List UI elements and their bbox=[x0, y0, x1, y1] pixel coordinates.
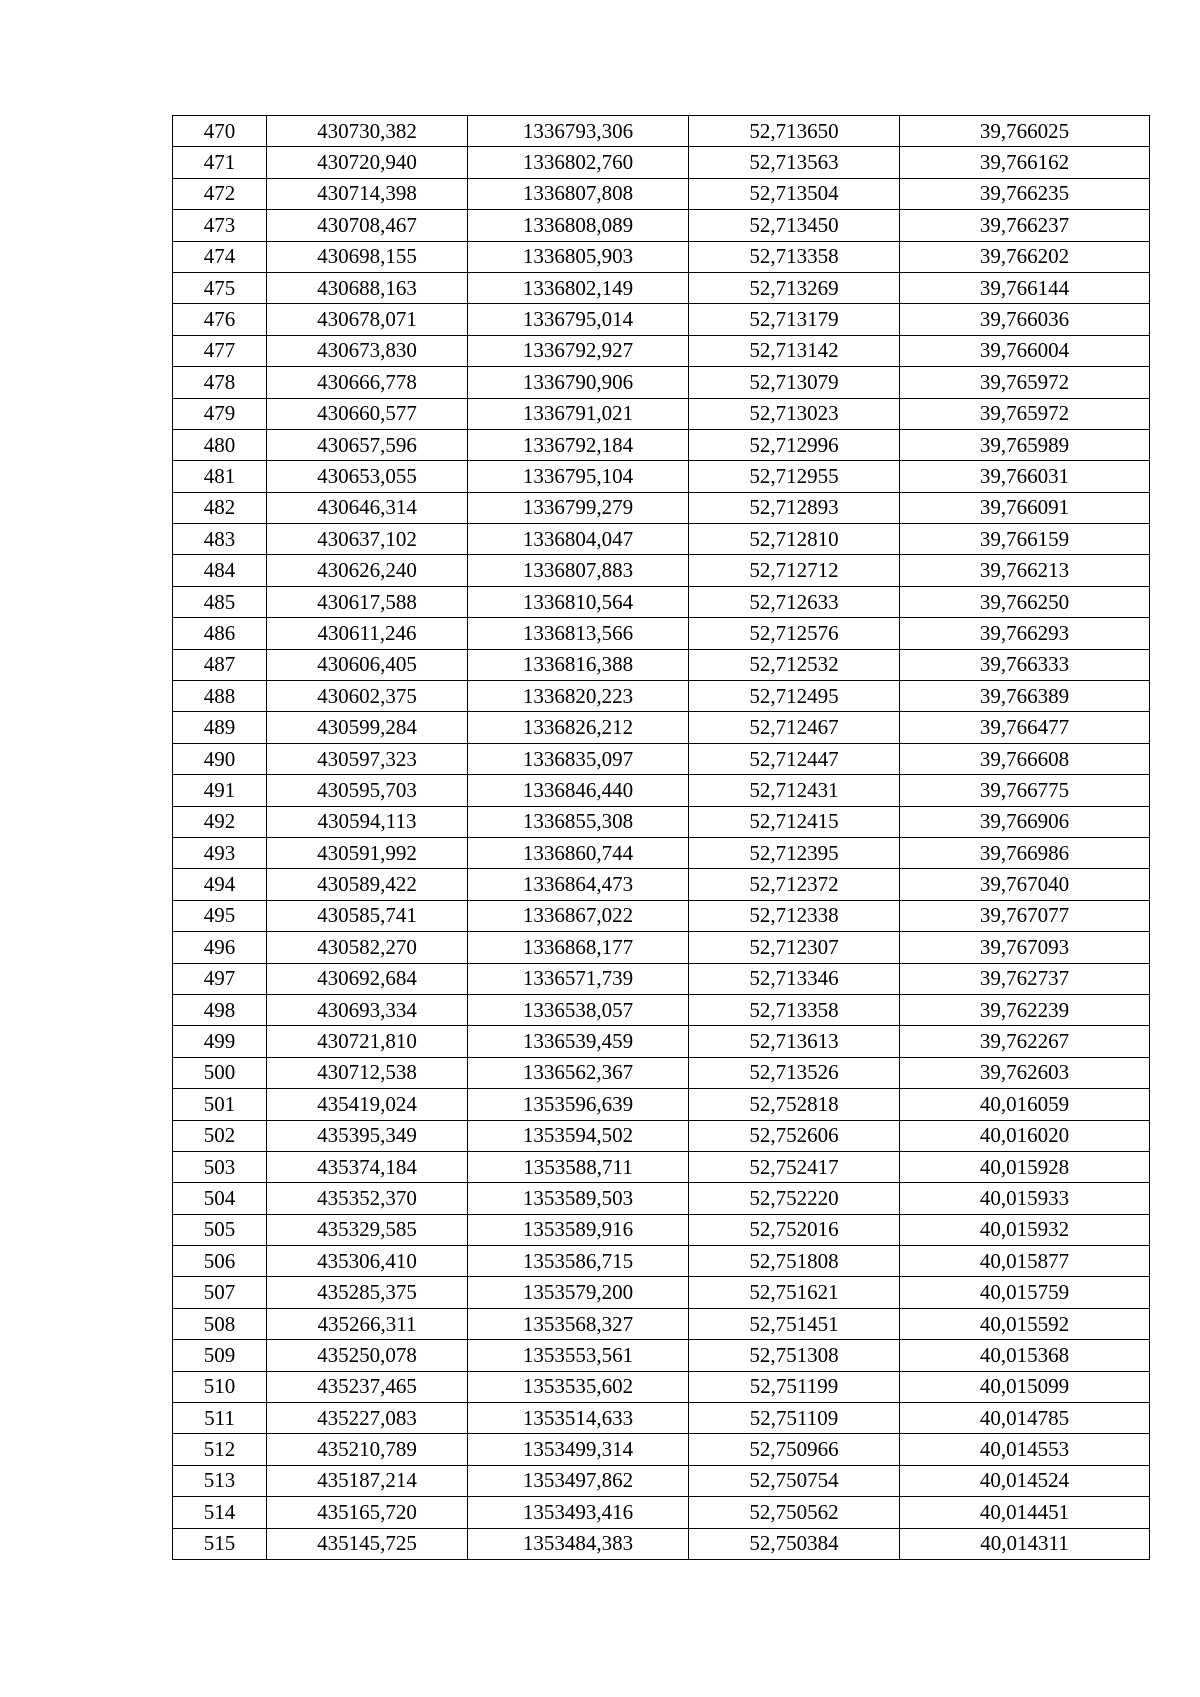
x-coordinate-cell: 430606,405 bbox=[267, 649, 468, 680]
y-coordinate-cell: 1336868,177 bbox=[468, 932, 689, 963]
latitude-cell: 52,713269 bbox=[689, 272, 900, 303]
y-coordinate-cell: 1336808,089 bbox=[468, 210, 689, 241]
table-row bbox=[173, 1120, 1150, 1151]
latitude-cell: 52,712307 bbox=[689, 932, 900, 963]
longitude-cell: 40,015877 bbox=[900, 1246, 1150, 1277]
point-number-cell: 488 bbox=[173, 681, 267, 712]
x-coordinate-cell: 430692,684 bbox=[267, 963, 468, 994]
longitude-cell: 39,766477 bbox=[900, 712, 1150, 743]
latitude-cell: 52,712431 bbox=[689, 775, 900, 806]
latitude-cell: 52,712495 bbox=[689, 681, 900, 712]
longitude-cell: 40,015933 bbox=[900, 1183, 1150, 1214]
y-coordinate-cell: 1336791,021 bbox=[468, 398, 689, 429]
y-coordinate-cell: 1336816,388 bbox=[468, 649, 689, 680]
x-coordinate-cell: 435266,311 bbox=[267, 1308, 468, 1339]
latitude-cell: 52,751621 bbox=[689, 1277, 900, 1308]
y-coordinate-cell: 1353499,314 bbox=[468, 1434, 689, 1465]
point-number-cell: 480 bbox=[173, 429, 267, 460]
y-coordinate-cell: 1336820,223 bbox=[468, 681, 689, 712]
table-row bbox=[173, 1308, 1150, 1339]
point-number-cell: 476 bbox=[173, 304, 267, 335]
x-coordinate-cell: 430666,778 bbox=[267, 367, 468, 398]
y-coordinate-cell: 1336807,883 bbox=[468, 555, 689, 586]
x-coordinate-cell: 435395,349 bbox=[267, 1120, 468, 1151]
longitude-cell: 39,762267 bbox=[900, 1026, 1150, 1057]
y-coordinate-cell: 1336538,057 bbox=[468, 994, 689, 1025]
table-row bbox=[173, 1528, 1150, 1559]
point-number-cell: 479 bbox=[173, 398, 267, 429]
x-coordinate-cell: 435306,410 bbox=[267, 1246, 468, 1277]
point-number-cell: 485 bbox=[173, 586, 267, 617]
x-coordinate-cell: 430617,588 bbox=[267, 586, 468, 617]
table-row bbox=[173, 116, 1150, 147]
table-row bbox=[173, 524, 1150, 555]
table-row bbox=[173, 900, 1150, 931]
table-row bbox=[173, 775, 1150, 806]
point-number-cell: 499 bbox=[173, 1026, 267, 1057]
y-coordinate-cell: 1353596,639 bbox=[468, 1089, 689, 1120]
table-row bbox=[173, 869, 1150, 900]
x-coordinate-cell: 430698,155 bbox=[267, 241, 468, 272]
table-row bbox=[173, 618, 1150, 649]
table-row bbox=[173, 1151, 1150, 1182]
y-coordinate-cell: 1336864,473 bbox=[468, 869, 689, 900]
longitude-cell: 39,766293 bbox=[900, 618, 1150, 649]
table-row bbox=[173, 429, 1150, 460]
longitude-cell: 39,766091 bbox=[900, 492, 1150, 523]
longitude-cell: 40,016020 bbox=[900, 1120, 1150, 1151]
latitude-cell: 52,712955 bbox=[689, 461, 900, 492]
latitude-cell: 52,712395 bbox=[689, 837, 900, 868]
x-coordinate-cell: 435187,214 bbox=[267, 1465, 468, 1496]
y-coordinate-cell: 1336793,306 bbox=[468, 116, 689, 147]
point-number-cell: 500 bbox=[173, 1057, 267, 1088]
x-coordinate-cell: 430597,323 bbox=[267, 743, 468, 774]
longitude-cell: 40,014785 bbox=[900, 1403, 1150, 1434]
point-number-cell: 493 bbox=[173, 837, 267, 868]
point-number-cell: 484 bbox=[173, 555, 267, 586]
latitude-cell: 52,712467 bbox=[689, 712, 900, 743]
y-coordinate-cell: 1353586,715 bbox=[468, 1246, 689, 1277]
latitude-cell: 52,750966 bbox=[689, 1434, 900, 1465]
x-coordinate-cell: 430582,270 bbox=[267, 932, 468, 963]
y-coordinate-cell: 1353589,916 bbox=[468, 1214, 689, 1245]
latitude-cell: 52,750562 bbox=[689, 1497, 900, 1528]
point-number-cell: 494 bbox=[173, 869, 267, 900]
x-coordinate-cell: 430653,055 bbox=[267, 461, 468, 492]
y-coordinate-cell: 1353493,416 bbox=[468, 1497, 689, 1528]
x-coordinate-cell: 435250,078 bbox=[267, 1340, 468, 1371]
latitude-cell: 52,752417 bbox=[689, 1151, 900, 1182]
point-number-cell: 470 bbox=[173, 116, 267, 147]
coordinates-table bbox=[172, 115, 1150, 1560]
latitude-cell: 52,713504 bbox=[689, 178, 900, 209]
point-number-cell: 497 bbox=[173, 963, 267, 994]
table-row bbox=[173, 1497, 1150, 1528]
y-coordinate-cell: 1336805,903 bbox=[468, 241, 689, 272]
longitude-cell: 39,766986 bbox=[900, 837, 1150, 868]
longitude-cell: 39,766608 bbox=[900, 743, 1150, 774]
x-coordinate-cell: 435374,184 bbox=[267, 1151, 468, 1182]
x-coordinate-cell: 430637,102 bbox=[267, 524, 468, 555]
longitude-cell: 40,015099 bbox=[900, 1371, 1150, 1402]
table-row bbox=[173, 492, 1150, 523]
longitude-cell: 40,014451 bbox=[900, 1497, 1150, 1528]
latitude-cell: 52,713526 bbox=[689, 1057, 900, 1088]
x-coordinate-cell: 435227,083 bbox=[267, 1403, 468, 1434]
x-coordinate-cell: 430660,577 bbox=[267, 398, 468, 429]
latitude-cell: 52,713450 bbox=[689, 210, 900, 241]
longitude-cell: 39,766159 bbox=[900, 524, 1150, 555]
x-coordinate-cell: 435329,585 bbox=[267, 1214, 468, 1245]
table-row bbox=[173, 837, 1150, 868]
point-number-cell: 489 bbox=[173, 712, 267, 743]
latitude-cell: 52,713179 bbox=[689, 304, 900, 335]
latitude-cell: 52,751109 bbox=[689, 1403, 900, 1434]
table-row bbox=[173, 241, 1150, 272]
latitude-cell: 52,750384 bbox=[689, 1528, 900, 1559]
point-number-cell: 490 bbox=[173, 743, 267, 774]
table-row bbox=[173, 1183, 1150, 1214]
y-coordinate-cell: 1336571,739 bbox=[468, 963, 689, 994]
point-number-cell: 515 bbox=[173, 1528, 267, 1559]
point-number-cell: 481 bbox=[173, 461, 267, 492]
point-number-cell: 471 bbox=[173, 147, 267, 178]
y-coordinate-cell: 1336790,906 bbox=[468, 367, 689, 398]
longitude-cell: 39,765989 bbox=[900, 429, 1150, 460]
longitude-cell: 40,015759 bbox=[900, 1277, 1150, 1308]
y-coordinate-cell: 1336826,212 bbox=[468, 712, 689, 743]
latitude-cell: 52,713613 bbox=[689, 1026, 900, 1057]
point-number-cell: 483 bbox=[173, 524, 267, 555]
y-coordinate-cell: 1336835,097 bbox=[468, 743, 689, 774]
y-coordinate-cell: 1336802,149 bbox=[468, 272, 689, 303]
point-number-cell: 508 bbox=[173, 1308, 267, 1339]
point-number-cell: 472 bbox=[173, 178, 267, 209]
table-row bbox=[173, 1434, 1150, 1465]
latitude-cell: 52,751199 bbox=[689, 1371, 900, 1402]
longitude-cell: 40,014524 bbox=[900, 1465, 1150, 1496]
latitude-cell: 52,713358 bbox=[689, 994, 900, 1025]
longitude-cell: 39,762737 bbox=[900, 963, 1150, 994]
latitude-cell: 52,713650 bbox=[689, 116, 900, 147]
longitude-cell: 39,767077 bbox=[900, 900, 1150, 931]
x-coordinate-cell: 435352,370 bbox=[267, 1183, 468, 1214]
table-row bbox=[173, 586, 1150, 617]
x-coordinate-cell: 430602,375 bbox=[267, 681, 468, 712]
point-number-cell: 501 bbox=[173, 1089, 267, 1120]
longitude-cell: 39,766162 bbox=[900, 147, 1150, 178]
latitude-cell: 52,752016 bbox=[689, 1214, 900, 1245]
y-coordinate-cell: 1336813,566 bbox=[468, 618, 689, 649]
longitude-cell: 39,766250 bbox=[900, 586, 1150, 617]
longitude-cell: 39,766202 bbox=[900, 241, 1150, 272]
y-coordinate-cell: 1336792,927 bbox=[468, 335, 689, 366]
x-coordinate-cell: 430714,398 bbox=[267, 178, 468, 209]
longitude-cell: 39,766213 bbox=[900, 555, 1150, 586]
longitude-cell: 39,765972 bbox=[900, 398, 1150, 429]
x-coordinate-cell: 430720,940 bbox=[267, 147, 468, 178]
longitude-cell: 40,014311 bbox=[900, 1528, 1150, 1559]
point-number-cell: 511 bbox=[173, 1403, 267, 1434]
latitude-cell: 52,751308 bbox=[689, 1340, 900, 1371]
y-coordinate-cell: 1353594,502 bbox=[468, 1120, 689, 1151]
x-coordinate-cell: 430595,703 bbox=[267, 775, 468, 806]
y-coordinate-cell: 1353484,383 bbox=[468, 1528, 689, 1559]
x-coordinate-cell: 430693,334 bbox=[267, 994, 468, 1025]
latitude-cell: 52,713142 bbox=[689, 335, 900, 366]
x-coordinate-cell: 430599,284 bbox=[267, 712, 468, 743]
point-number-cell: 502 bbox=[173, 1120, 267, 1151]
longitude-cell: 39,766389 bbox=[900, 681, 1150, 712]
point-number-cell: 498 bbox=[173, 994, 267, 1025]
latitude-cell: 52,752220 bbox=[689, 1183, 900, 1214]
latitude-cell: 52,713023 bbox=[689, 398, 900, 429]
y-coordinate-cell: 1336802,760 bbox=[468, 147, 689, 178]
table-row bbox=[173, 1277, 1150, 1308]
x-coordinate-cell: 430678,071 bbox=[267, 304, 468, 335]
x-coordinate-cell: 430721,810 bbox=[267, 1026, 468, 1057]
x-coordinate-cell: 430594,113 bbox=[267, 806, 468, 837]
table-row bbox=[173, 1340, 1150, 1371]
latitude-cell: 52,752606 bbox=[689, 1120, 900, 1151]
point-number-cell: 474 bbox=[173, 241, 267, 272]
y-coordinate-cell: 1336795,104 bbox=[468, 461, 689, 492]
table-row bbox=[173, 555, 1150, 586]
table-row bbox=[173, 806, 1150, 837]
coordinates-table-body bbox=[173, 116, 1150, 1560]
longitude-cell: 39,766237 bbox=[900, 210, 1150, 241]
x-coordinate-cell: 435237,465 bbox=[267, 1371, 468, 1402]
table-row bbox=[173, 1057, 1150, 1088]
latitude-cell: 52,752818 bbox=[689, 1089, 900, 1120]
point-number-cell: 510 bbox=[173, 1371, 267, 1402]
table-row bbox=[173, 963, 1150, 994]
longitude-cell: 39,767093 bbox=[900, 932, 1150, 963]
point-number-cell: 496 bbox=[173, 932, 267, 963]
table-row bbox=[173, 1214, 1150, 1245]
longitude-cell: 39,766004 bbox=[900, 335, 1150, 366]
y-coordinate-cell: 1336799,279 bbox=[468, 492, 689, 523]
latitude-cell: 52,712633 bbox=[689, 586, 900, 617]
x-coordinate-cell: 430626,240 bbox=[267, 555, 468, 586]
y-coordinate-cell: 1353568,327 bbox=[468, 1308, 689, 1339]
latitude-cell: 52,712712 bbox=[689, 555, 900, 586]
longitude-cell: 40,015592 bbox=[900, 1308, 1150, 1339]
y-coordinate-cell: 1353588,711 bbox=[468, 1151, 689, 1182]
point-number-cell: 495 bbox=[173, 900, 267, 931]
point-number-cell: 492 bbox=[173, 806, 267, 837]
point-number-cell: 477 bbox=[173, 335, 267, 366]
point-number-cell: 512 bbox=[173, 1434, 267, 1465]
y-coordinate-cell: 1353589,503 bbox=[468, 1183, 689, 1214]
point-number-cell: 473 bbox=[173, 210, 267, 241]
y-coordinate-cell: 1336792,184 bbox=[468, 429, 689, 460]
latitude-cell: 52,712447 bbox=[689, 743, 900, 774]
table-row bbox=[173, 1089, 1150, 1120]
table-row bbox=[173, 712, 1150, 743]
x-coordinate-cell: 435165,720 bbox=[267, 1497, 468, 1528]
table-row bbox=[173, 461, 1150, 492]
point-number-cell: 504 bbox=[173, 1183, 267, 1214]
x-coordinate-cell: 435285,375 bbox=[267, 1277, 468, 1308]
latitude-cell: 52,712810 bbox=[689, 524, 900, 555]
table-row bbox=[173, 210, 1150, 241]
y-coordinate-cell: 1353553,561 bbox=[468, 1340, 689, 1371]
table-row bbox=[173, 1246, 1150, 1277]
longitude-cell: 39,766036 bbox=[900, 304, 1150, 335]
x-coordinate-cell: 430591,992 bbox=[267, 837, 468, 868]
point-number-cell: 487 bbox=[173, 649, 267, 680]
y-coordinate-cell: 1353579,200 bbox=[468, 1277, 689, 1308]
table-row bbox=[173, 335, 1150, 366]
latitude-cell: 52,712576 bbox=[689, 618, 900, 649]
longitude-cell: 40,014553 bbox=[900, 1434, 1150, 1465]
table-row bbox=[173, 649, 1150, 680]
point-number-cell: 503 bbox=[173, 1151, 267, 1182]
longitude-cell: 40,016059 bbox=[900, 1089, 1150, 1120]
latitude-cell: 52,712338 bbox=[689, 900, 900, 931]
x-coordinate-cell: 435419,024 bbox=[267, 1089, 468, 1120]
x-coordinate-cell: 430585,741 bbox=[267, 900, 468, 931]
longitude-cell: 40,015932 bbox=[900, 1214, 1150, 1245]
x-coordinate-cell: 430657,596 bbox=[267, 429, 468, 460]
y-coordinate-cell: 1353535,602 bbox=[468, 1371, 689, 1402]
latitude-cell: 52,713079 bbox=[689, 367, 900, 398]
x-coordinate-cell: 430708,467 bbox=[267, 210, 468, 241]
y-coordinate-cell: 1336860,744 bbox=[468, 837, 689, 868]
table-row bbox=[173, 147, 1150, 178]
point-number-cell: 506 bbox=[173, 1246, 267, 1277]
point-number-cell: 491 bbox=[173, 775, 267, 806]
table-row bbox=[173, 272, 1150, 303]
point-number-cell: 509 bbox=[173, 1340, 267, 1371]
longitude-cell: 39,766333 bbox=[900, 649, 1150, 680]
y-coordinate-cell: 1336807,808 bbox=[468, 178, 689, 209]
y-coordinate-cell: 1336804,047 bbox=[468, 524, 689, 555]
longitude-cell: 39,766031 bbox=[900, 461, 1150, 492]
table-row bbox=[173, 681, 1150, 712]
longitude-cell: 39,766144 bbox=[900, 272, 1150, 303]
latitude-cell: 52,713346 bbox=[689, 963, 900, 994]
x-coordinate-cell: 435210,789 bbox=[267, 1434, 468, 1465]
longitude-cell: 39,766025 bbox=[900, 116, 1150, 147]
point-number-cell: 505 bbox=[173, 1214, 267, 1245]
x-coordinate-cell: 430712,538 bbox=[267, 1057, 468, 1088]
table-row bbox=[173, 1465, 1150, 1496]
table-row bbox=[173, 178, 1150, 209]
latitude-cell: 52,713358 bbox=[689, 241, 900, 272]
table-row bbox=[173, 1403, 1150, 1434]
x-coordinate-cell: 430589,422 bbox=[267, 869, 468, 900]
table-row bbox=[173, 994, 1150, 1025]
longitude-cell: 39,766775 bbox=[900, 775, 1150, 806]
longitude-cell: 40,015368 bbox=[900, 1340, 1150, 1371]
table-row bbox=[173, 398, 1150, 429]
longitude-cell: 39,767040 bbox=[900, 869, 1150, 900]
table-row bbox=[173, 1026, 1150, 1057]
table-row bbox=[173, 367, 1150, 398]
point-number-cell: 507 bbox=[173, 1277, 267, 1308]
x-coordinate-cell: 435145,725 bbox=[267, 1528, 468, 1559]
point-number-cell: 486 bbox=[173, 618, 267, 649]
longitude-cell: 39,762603 bbox=[900, 1057, 1150, 1088]
point-number-cell: 513 bbox=[173, 1465, 267, 1496]
x-coordinate-cell: 430646,314 bbox=[267, 492, 468, 523]
latitude-cell: 52,713563 bbox=[689, 147, 900, 178]
point-number-cell: 514 bbox=[173, 1497, 267, 1528]
longitude-cell: 39,762239 bbox=[900, 994, 1150, 1025]
point-number-cell: 478 bbox=[173, 367, 267, 398]
x-coordinate-cell: 430611,246 bbox=[267, 618, 468, 649]
latitude-cell: 52,751808 bbox=[689, 1246, 900, 1277]
x-coordinate-cell: 430688,163 bbox=[267, 272, 468, 303]
longitude-cell: 39,766235 bbox=[900, 178, 1150, 209]
latitude-cell: 52,712532 bbox=[689, 649, 900, 680]
x-coordinate-cell: 430730,382 bbox=[267, 116, 468, 147]
longitude-cell: 40,015928 bbox=[900, 1151, 1150, 1182]
table-row bbox=[173, 1371, 1150, 1402]
latitude-cell: 52,712415 bbox=[689, 806, 900, 837]
y-coordinate-cell: 1336810,564 bbox=[468, 586, 689, 617]
latitude-cell: 52,712893 bbox=[689, 492, 900, 523]
table-row bbox=[173, 304, 1150, 335]
y-coordinate-cell: 1353514,633 bbox=[468, 1403, 689, 1434]
y-coordinate-cell: 1336539,459 bbox=[468, 1026, 689, 1057]
latitude-cell: 52,750754 bbox=[689, 1465, 900, 1496]
y-coordinate-cell: 1336795,014 bbox=[468, 304, 689, 335]
y-coordinate-cell: 1336846,440 bbox=[468, 775, 689, 806]
point-number-cell: 475 bbox=[173, 272, 267, 303]
table-row bbox=[173, 743, 1150, 774]
latitude-cell: 52,712372 bbox=[689, 869, 900, 900]
table-row bbox=[173, 932, 1150, 963]
longitude-cell: 39,766906 bbox=[900, 806, 1150, 837]
longitude-cell: 39,765972 bbox=[900, 367, 1150, 398]
y-coordinate-cell: 1336867,022 bbox=[468, 900, 689, 931]
latitude-cell: 52,751451 bbox=[689, 1308, 900, 1339]
point-number-cell: 482 bbox=[173, 492, 267, 523]
y-coordinate-cell: 1353497,862 bbox=[468, 1465, 689, 1496]
y-coordinate-cell: 1336562,367 bbox=[468, 1057, 689, 1088]
y-coordinate-cell: 1336855,308 bbox=[468, 806, 689, 837]
latitude-cell: 52,712996 bbox=[689, 429, 900, 460]
x-coordinate-cell: 430673,830 bbox=[267, 335, 468, 366]
